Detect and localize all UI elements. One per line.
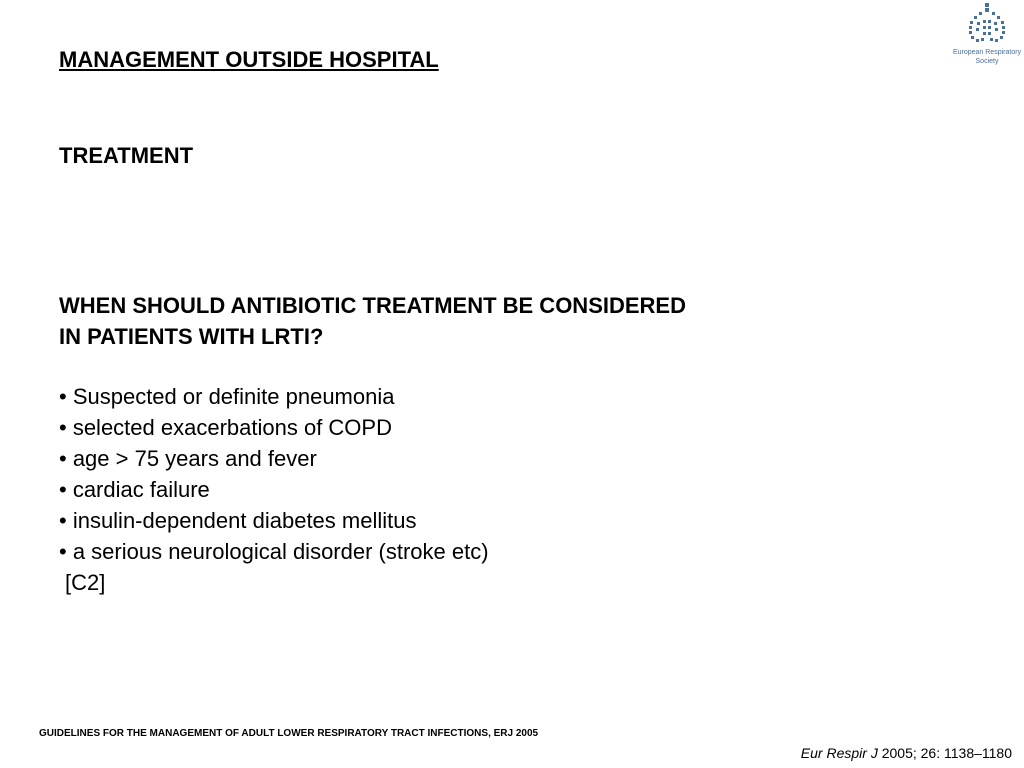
list-item: • selected exacerbations of COPD — [59, 415, 392, 440]
logo-text-line-2: Society — [975, 58, 999, 65]
ers-logo — [950, 2, 1024, 70]
question-line-1: WHEN SHOULD ANTIBIOTIC TREATMENT BE CONSIDERED — [59, 293, 686, 318]
list-item: • Suspected or definite pneumonia — [59, 384, 395, 409]
logo-text-line-1: European Respiratory — [952, 49, 1022, 56]
journal-name: Eur Respir J — [800, 745, 878, 761]
journal-citation: 2005; 26: 1138–1180 — [877, 745, 1012, 761]
evidence-code: [C2] — [65, 570, 106, 595]
question-heading — [59, 290, 686, 352]
list-item: • a serious neurological disorder (stroke etc) — [59, 539, 489, 564]
question-line-2: IN PATIENTS WITH LRTI? — [59, 324, 324, 349]
footer-reference — [801, 743, 1012, 763]
list-item: • cardiac failure — [59, 477, 210, 502]
list-item: • age > 75 years and fever — [59, 446, 317, 471]
section-heading: TREATMENT — [59, 143, 194, 168]
logo-text — [950, 48, 1024, 66]
list-item: • insulin-dependent diabetes mellitus — [59, 508, 417, 533]
slide-title: MANAGEMENT OUTSIDE HOSPITAL — [59, 47, 439, 72]
indication-list — [59, 381, 489, 567]
footer-guideline-title: GUIDELINES FOR THE MANAGEMENT OF ADULT LOWER RESPIRATORY TRACT INFECTIONS, ERJ 2005 — [39, 728, 539, 739]
lungs-logo-icon — [967, 2, 1007, 46]
